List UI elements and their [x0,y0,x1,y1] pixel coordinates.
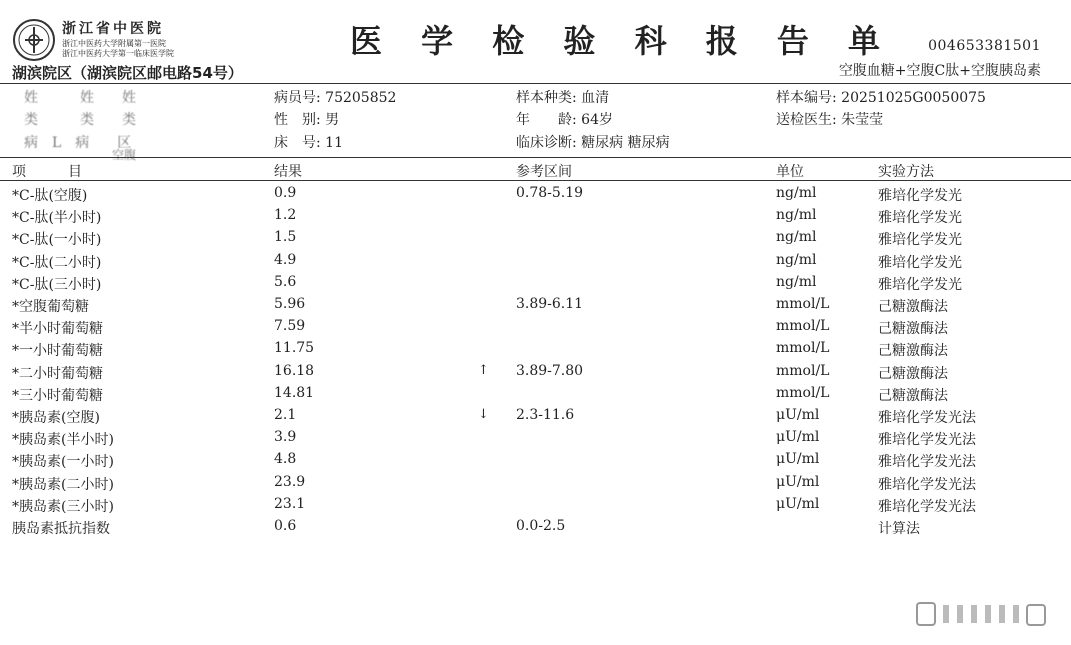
cell-item: *胰岛素(一小时) [12,454,114,470]
cell-method: 雅培化学发光法 [878,410,976,426]
divider-top [0,83,1071,84]
cell-item: *空腹葡萄糖 [12,299,89,315]
cell-method: 己糖激酶法 [878,366,948,382]
column-header-result: 结果 [274,164,302,180]
cell-reference: 0.0-2.5 [516,518,566,534]
cell-unit: mmol/L [776,340,830,356]
hospital-subtitle-2: 浙江中医药大学第一临床医学院 [62,49,174,58]
cell-reference: 3.89-7.80 [516,363,584,379]
cell-unit: μU/ml [776,474,820,490]
cell-item: *三小时葡萄糖 [12,388,103,404]
cell-item: *胰岛素(空腹) [12,410,100,426]
cell-reference: 0.78-5.19 [516,185,584,201]
abnormal-flag-icon: ↓ [478,407,489,422]
hospital-name: 浙江省中医院 [62,21,164,37]
cell-method: 己糖激酶法 [878,343,948,359]
cell-item: *C-肽(三小时) [12,277,102,293]
column-header-reference: 参考区间 [516,164,572,180]
cell-result: 7.59 [274,318,306,334]
patient-ward: 病 L 病 区 [24,135,132,151]
patient-sex: 性 别: 男 [274,112,340,128]
cell-item: 胰岛素抵抗指数 [12,521,110,537]
cell-unit: ng/ml [776,274,817,290]
cell-item: *胰岛素(二小时) [12,477,114,493]
cell-reference: 2.3-11.6 [516,407,575,423]
cell-method: 雅培化学发光法 [878,432,976,448]
sample-type: 样本种类: 血清 [516,90,610,106]
cell-method: 雅培化学发光法 [878,499,976,515]
cell-unit: ng/ml [776,252,817,268]
cell-unit: mmol/L [776,363,830,379]
cell-item: *胰岛素(三小时) [12,499,114,515]
cell-item: *二小时葡萄糖 [12,366,103,382]
cell-method: 己糖激酶法 [878,299,948,315]
cell-result: 5.96 [274,296,306,312]
cell-unit: μU/ml [776,451,820,467]
column-header-method: 实验方法 [878,164,934,180]
cell-result: 1.5 [274,229,297,245]
column-header-unit: 单位 [776,164,804,180]
cell-unit: μU/ml [776,429,820,445]
hospital-logo [12,18,56,62]
cell-result: 16.18 [274,363,315,379]
clinical-diagnosis: 临床诊断: 糖尿病 糖尿病 [516,135,670,151]
cell-method: 己糖激酶法 [878,388,948,404]
cell-item: *C-肽(二小时) [12,255,102,271]
cell-method: 雅培化学发光 [878,188,962,204]
cell-result: 5.6 [274,274,297,290]
cell-item: *C-肽(空腹) [12,188,88,204]
cell-unit: μU/ml [776,496,820,512]
referring-doctor: 送检医生: 朱莹莹 [776,112,884,128]
cell-method: 己糖激酶法 [878,321,948,337]
cell-method: 雅培化学发光法 [878,477,976,493]
cell-result: 23.1 [274,496,306,512]
cell-result: 11.75 [274,340,315,356]
abnormal-flag-icon: ↑ [478,363,489,378]
cell-unit: μU/ml [776,407,820,423]
divider-columns [0,180,1071,181]
hospital-address: 湖滨院区（湖滨院区邮电路54号） [12,64,243,82]
report-number: 004653381501 [928,38,1041,54]
cell-result: 4.9 [274,252,297,268]
report-title: 医 学 检 验 科 报 告 单 [350,22,894,60]
cell-result: 23.9 [274,474,306,490]
cell-result: 14.81 [274,385,315,401]
patient-name: 姓 姓 姓 [24,90,136,106]
cell-method: 雅培化学发光 [878,210,962,226]
column-header-item: 项 目 [12,164,82,180]
cell-result: 0.9 [274,185,297,201]
cell-item: *胰岛素(半小时) [12,432,114,448]
cell-unit: mmol/L [776,296,830,312]
cell-item: *半小时葡萄糖 [12,321,103,337]
cell-method: 雅培化学发光 [878,255,962,271]
cell-reference: 3.89-6.11 [516,296,584,312]
cell-item: *C-肽(一小时) [12,232,102,248]
hospital-subtitle-1: 浙江中医药大学附属第一医院 [62,39,166,48]
cell-method: 雅培化学发光 [878,277,962,293]
cell-unit: ng/ml [776,185,817,201]
cell-item: *一小时葡萄糖 [12,343,103,359]
divider-header [0,157,1071,158]
cell-method: 雅培化学发光法 [878,454,976,470]
cell-item: *C-肽(半小时) [12,210,102,226]
patient-ward-extra: 空腹 [112,148,137,162]
cell-method: 计算法 [878,521,920,537]
patient-id: 病员号: 75205852 [274,90,397,106]
cell-result: 4.8 [274,451,297,467]
cell-result: 1.2 [274,207,297,223]
test-name: 空腹血糖+空腹C肽+空腹胰岛素 [838,63,1041,79]
cell-method: 雅培化学发光 [878,232,962,248]
cell-result: 3.9 [274,429,297,445]
watermark-logo [913,599,1053,629]
sample-number: 样本编号: 20251025G0050075 [776,90,986,106]
cell-result: 0.6 [274,518,297,534]
bed-number: 床 号: 11 [274,135,343,151]
patient-category: 类 类 类 [24,112,136,128]
cell-unit: mmol/L [776,385,830,401]
cell-unit: ng/ml [776,229,817,245]
patient-age: 年 龄: 64岁 [516,112,613,128]
cell-unit: mmol/L [776,318,830,334]
cell-result: 2.1 [274,407,297,423]
cell-unit: ng/ml [776,207,817,223]
